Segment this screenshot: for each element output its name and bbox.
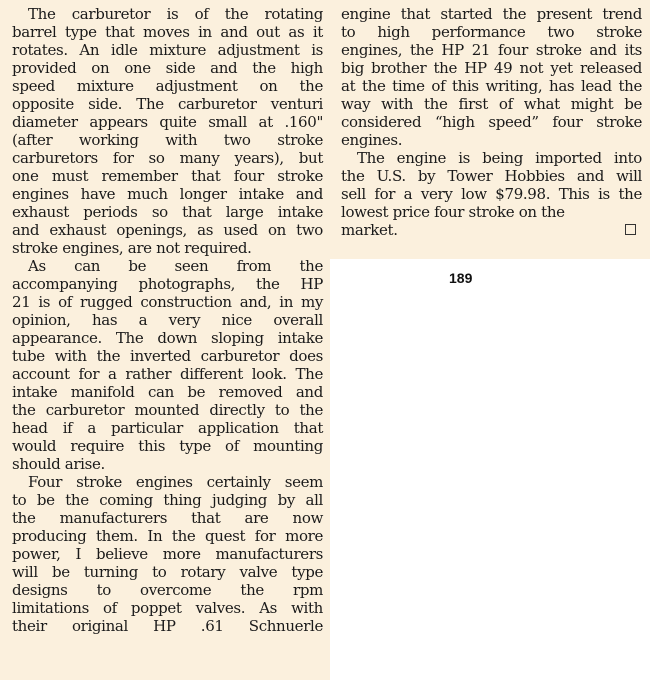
text-line: lowest price four stroke on the — [341, 203, 565, 221]
text-line: account for a rather different look. The — [12, 365, 323, 383]
text-line: 21 is of rugged construction and, in my — [12, 293, 323, 311]
text-line: the carburetor mounted directly to the — [12, 401, 323, 419]
text-line: producing them. In the quest for more — [12, 527, 323, 545]
text-line: to high performance two stroke — [341, 23, 642, 41]
text-line: limitations of poppet valves. As with — [12, 599, 323, 617]
page-number: 189 — [449, 270, 473, 286]
text-line: designs to overcome the rpm — [12, 581, 323, 599]
text-line: rotates. An idle mixture adjustment is — [12, 41, 323, 59]
text-line: engines, the HP 21 four stroke and its — [341, 41, 642, 59]
text-line: the manufacturers that are now — [12, 509, 323, 527]
text-line: their original HP .61 Schnuerle — [12, 617, 323, 635]
text-line: barrel type that moves in and out as it — [12, 23, 323, 41]
text-line: engines. — [341, 131, 403, 149]
text-line: power, I believe more manufacturers — [12, 545, 323, 563]
text-line: big brother the HP 49 not yet released — [341, 59, 642, 77]
text-line: tube with the inverted carburetor does — [12, 347, 323, 365]
text-line: to be the coming thing judging by all — [12, 491, 323, 509]
text-line: carburetors for so many years), but — [12, 149, 323, 167]
text-line: should arise. — [12, 455, 105, 473]
text-line: engine that started the present trend — [341, 5, 642, 23]
text-line: would require this type of mounting — [12, 437, 323, 455]
text-line: The carburetor is of the rotating — [28, 5, 323, 23]
text-line: opinion, has a very nice overall — [12, 311, 323, 329]
text-line: speed mixture adjustment on the — [12, 77, 323, 95]
text-line: sell for a very low $79.98. This is the — [341, 185, 642, 203]
text-line: the U.S. by Tower Hobbies and will — [341, 167, 642, 185]
text-line: accompanying photographs, the HP — [12, 275, 323, 293]
text-line: intake manifold can be removed and — [12, 383, 323, 401]
text-line: head if a particular application that — [12, 419, 323, 437]
text-line: at the time of this writing, has lead the — [341, 77, 642, 95]
text-line: considered “high speed” four stroke — [341, 113, 642, 131]
text-line: engines have much longer intake and — [12, 185, 323, 203]
text-line: appearance. The down sloping intake — [12, 329, 323, 347]
text-line: will be turning to rotary valve type — [12, 563, 323, 581]
text-line: exhaust periods so that large intake — [12, 203, 323, 221]
text-line: (after working with two stroke — [12, 131, 323, 149]
end-of-article-box-icon — [625, 224, 636, 235]
text-line: opposite side. The carburetor venturi — [12, 95, 323, 113]
text-line: stroke engines, are not required. — [12, 239, 252, 257]
text-line: diameter appears quite small at .160" — [12, 113, 323, 131]
text-line: way with the first of what might be — [341, 95, 642, 113]
text-line: The engine is being imported into — [357, 149, 642, 167]
text-line: As can be seen from the — [28, 257, 323, 275]
page-margin-area — [330, 259, 650, 680]
text-line: and exhaust openings, as used on two — [12, 221, 323, 239]
text-line: one must remember that four stroke — [12, 167, 323, 185]
text-line: provided on one side and the high — [12, 59, 323, 77]
text-line: Four stroke engines certainly seem — [28, 473, 323, 491]
text-line: market. — [341, 221, 398, 239]
